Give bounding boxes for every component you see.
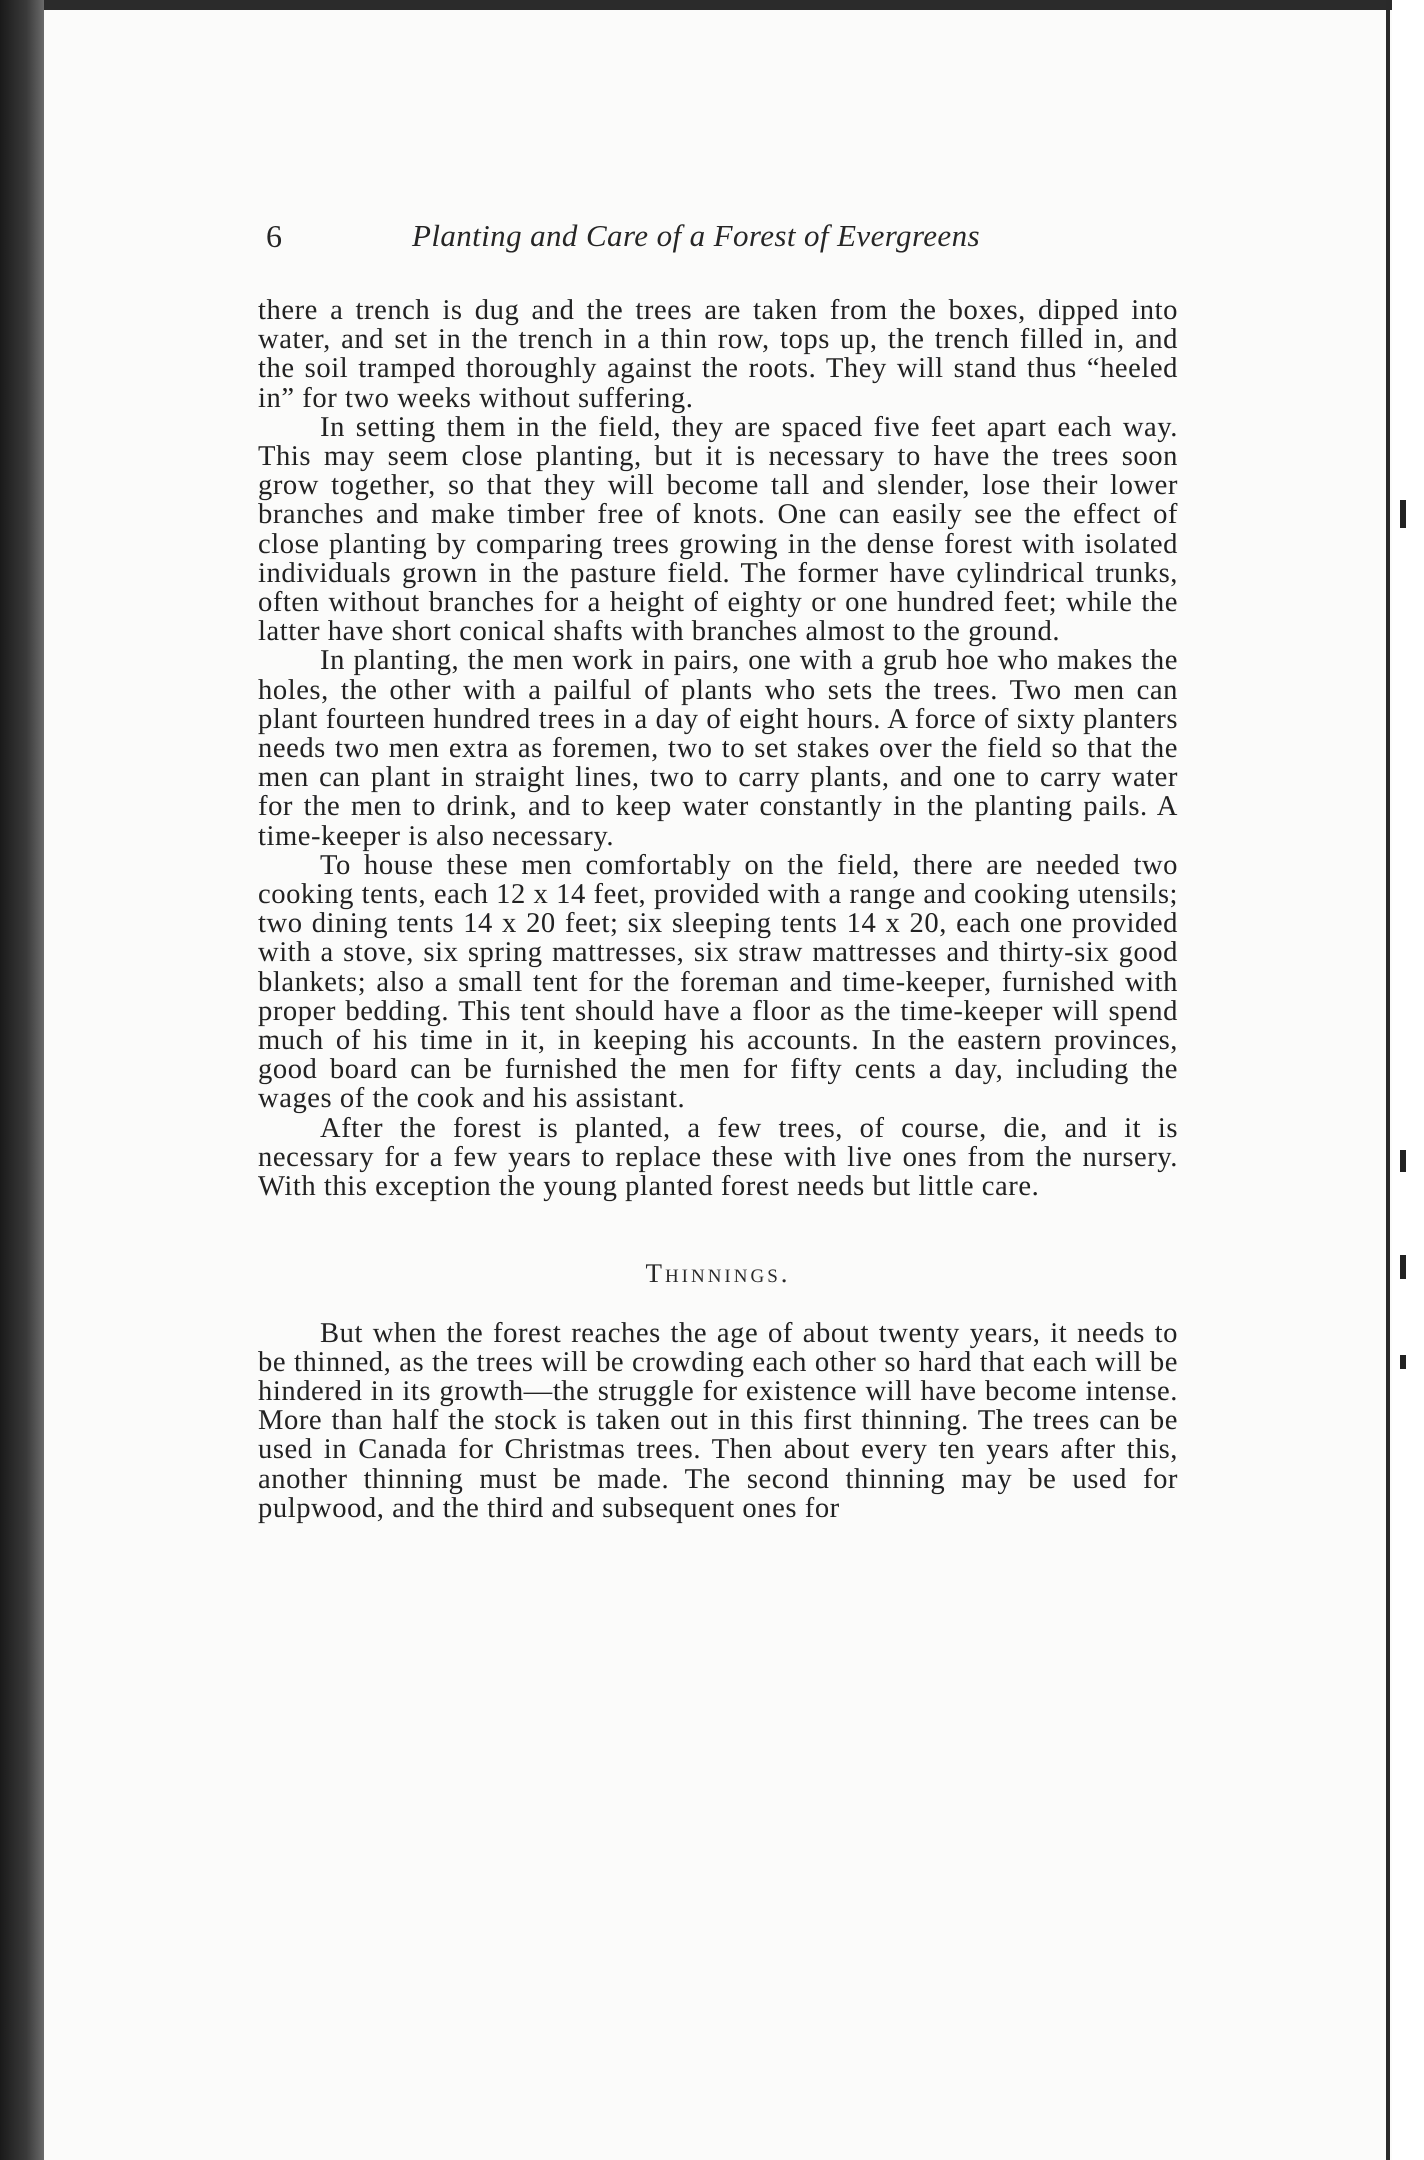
scan-artifact-mark [1400,1355,1406,1369]
body-text [258,296,1178,1523]
page-header [266,218,1166,268]
scan-artifact-mark [1400,1255,1406,1279]
scan-right-margin [1392,0,1424,2160]
paragraph: To house these men comfortably on the field, there are needed two cooking tents, each 12 x 14 feet, provided with a range and cooking utensils; two dining tents 14 x 20 feet; six sleeping tents 14 x 20, each one provided with a stove, six spring mattresses, six straw mattresses and thirty-six good blankets; also a small tent for the foreman and time-keeper, furnished with proper bedding. This tent should have a floor as the time-keeper will spend much of his time in it, in keeping his accounts. In the eastern provinces, good board can be furnished the men for fifty cents a day, including the wages of the cook and his assistant. [258,849,1178,1115]
paragraph: In setting them in the field, they are spaced five feet apart each way. This may seem close planting, but it is necessary to have the trees soon grow together, so that they will become tall and slender, lose their lower branches and make timber free of knots. One can easily see the effect of close planting by comparing trees growing in the dense forest with isolated individuals grown in the pasture field. The former have cylindrical trunks, often without branches for a height of eighty or one hundred feet; while the latter have short conical shafts with branches almost to the ground. [258,411,1178,648]
section-heading: Thinnings. [645,1258,791,1289]
scan-right-rule [1386,0,1390,2160]
scan-artifact-mark [1400,500,1406,528]
paragraph: there a trench is dug and the trees are taken from the boxes, dipped into water, and set in the trench in a thin row, tops up, the trench filled in, and the soil tramped thoroughly against the roots. They will stand thus “heeled in” for two weeks without suffering. [258,295,1178,414]
running-title: Planting and Care of a Forest of Evergreens [412,218,980,253]
scan-artifact-mark [1400,1150,1406,1172]
paragraph: In planting, the men work in pairs, one with a grub hoe who makes the holes, the other with a pailful of plants who sets the trees. Two men can plant fourteen hundred trees in a day of eight hours. A force of sixty planters needs two men extra as foremen, two to set stakes over the field so that the men can plant in straight lines, two to carry plants, and one to carry water for the men to drink, and to keep water constantly in the planting pails. A time-keeper is also necessary. [258,645,1178,852]
scan-left-edge [0,0,44,2160]
paragraph: But when the forest reaches the age of about twenty years, it needs to be thinned, as the trees will be crowding each other so hard that each will be hindered in its growth—the struggle for existence will have become intense. More than half the stock is taken out in this first thinning. The trees can be used in Canada for Christmas trees. Then about every ten years after this, another thinning must be made. The second thinning may be used for pulpwood, and the third and subsequent ones for [258,1317,1178,1524]
page-number: 6 [266,218,282,254]
paragraph: After the forest is planted, a few trees, of course, die, and it is necessary for a few years to replace these with live ones from the nursery. With this exception the young planted forest needs but little care. [258,1112,1178,1203]
